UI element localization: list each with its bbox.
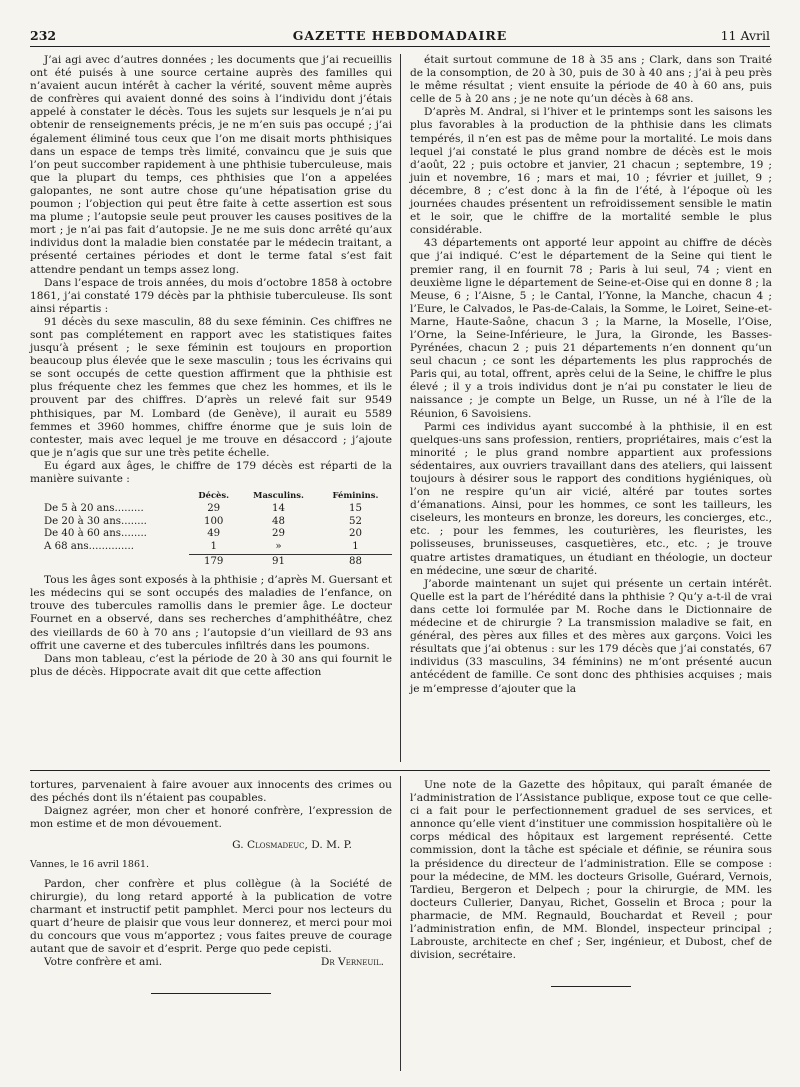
- journal-title: GAZETTE HEBDOMADAIRE: [292, 28, 508, 43]
- column-header: Féminins.: [332, 490, 379, 501]
- paragraph: Daignez agréer, mon cher et honoré confrère, l’expression de mon estime et de mon dévouement.: [30, 805, 392, 831]
- paragraph: 91 décès du sexe masculin, 88 du sexe féminin. Ces chiffres ne sont pas complétement en rapport avec les statistiques faites jusqu’à présent ; le sexe féminin est toujours en proportion beaucoup plus élevée que le sexe masculin ; tous les écrivains qui se sont occupés de cette question affirment que la phthisie est plus fréquente chez les femmes que chez les hommes, et ils le prouvent par des chiffres. D’après un relevé fait sur 9549 phthisiques, par M. Lombard (de Genève), il aurait eu 5589 femmes et 3960 hommes, chiffre énorme que je suis loin de contester, mais avec lequel je me trouve en désaccord ; j’ajoute que je n’agis que sur une très petite échelle.: [30, 315, 392, 459]
- age-statistics-table: [30, 489, 392, 568]
- section-separator: [30, 770, 770, 771]
- table-row: [30, 516, 392, 529]
- total-deces: 179: [189, 554, 238, 568]
- dateline: Vannes, le 16 avril 1861.: [30, 859, 150, 871]
- table-row: [30, 541, 392, 554]
- cell-masculins: 48: [272, 515, 285, 527]
- table-row: [30, 503, 392, 516]
- closing-line: Votre confrère et ami.: [44, 956, 163, 969]
- paragraph: Dans l’espace de trois années, du mois d’octobre 1858 à octobre 1861, j’ai constaté 179 décès par la phthisie tuberculeuse. Ils sont ainsi répartis :: [30, 276, 392, 315]
- cell-deces: 100: [203, 515, 224, 527]
- paragraph: Tous les âges sont exposés à la phthisie ; d’après M. Guersant et les médecins qui se sont occupés des maladies de l’enfance, on trouve des tubercules ramollis dans le premier âge. Le docteur Fournet en a observé, dans ses recherches d’amphithéâtre, chez des vieillards de 60 à 70 ans ; l’autopsie d’un vieillard de 93 ans offrit une caverne et des tubercules infiltrés dans les poumons.: [30, 574, 392, 652]
- cell-masculins: 14: [272, 503, 285, 515]
- end-rule: [551, 986, 631, 987]
- paragraph: Dans mon tableau, c’est la période de 20 à 30 ans qui fournit le plus de décès. Hippocrate avait dit que cette affection: [30, 652, 392, 678]
- table-row: [30, 528, 392, 541]
- news-column: [410, 779, 772, 987]
- issue-date: 11 Avril: [720, 28, 770, 43]
- table-total-row: [30, 554, 392, 568]
- cell-deces: 49: [207, 528, 221, 540]
- paragraph: J’ai agi avec d’autres données ; les documents que j’ai recueillis ont été puisés à une source certaine auprès des familles qui n’avaient aucun intérêt à cacher la vérité, souvent même auprès de confrères qui avaient donné des soins à l’individu dont j’étais appelé à constater le décès. Tous les sujets sur lesquels je n’ai pu obtenir de renseignements précis, je ne m’en suis pas occupé ; j’ai également éliminé tous ceux que l’on me disait morts phthisiques dans un espace de temps très limité, convaincu que je suis que l’on peut succomber rapidement à une phthisie tuberculeuse, mais que la plupart du temps, ces phthisies que l’on a appelées galopantes, ne sont autre chose qu’une hépatisation grise du poumon ; l’objection qui peut être faite à cette assertion est sous ma plume ; l’autopsie seule peut prouver les causes positives de la mort ; je n’ai pas fait d’autopsie. Je ne me suis donc arrêté qu’aux individus dont la maladie bien constatée par le médecin traitant, a présenté certaines périodes et dont le terme fatal s’est fait attendre pendant un temps assez long.: [30, 54, 392, 276]
- cell-feminins: 52: [348, 515, 362, 527]
- signature-verneuil: Dr Verneuil.: [320, 956, 384, 969]
- letter-column: [30, 779, 392, 994]
- column-divider: [400, 54, 401, 762]
- paragraph: Eu égard aux âges, le chiffre de 179 décès est réparti de la manière suivante :: [30, 459, 392, 485]
- paragraph: était surtout commune de 18 à 35 ans ; Clark, dans son Traité de la consomption, de 20 à 30, puis de 30 à 40 ans ; j’ai à peu près le même résultat ; vient ensuite la période de 40 à 60 ans, puis celle de 5 à 20 ans ; je ne note qu’un décès à 68 ans.: [410, 54, 772, 106]
- cell-deces: 1: [210, 540, 217, 552]
- end-rule: [151, 993, 271, 994]
- total-feminins: 88: [319, 554, 392, 568]
- article-column-left: [30, 54, 392, 679]
- cell-feminins: 1: [352, 540, 359, 552]
- paragraph: Parmi ces individus ayant succombé à la phthisie, il en est quelques-uns sans profession, rentiers, propriétaires, mais c’est la minorité ; le plus grand nombre appartient aux professions sédentaires, aux ouvriers travaillant dans des ateliers, qui laissent toujours à désirer sous le rapport des conditions hygiéniques, où l’on ne respire qu’un air vicié, altéré par toutes sortes d’émanations. Ainsi, pour les hommes, ce sont les tailleurs, les ciseleurs, les monteurs en bronze, les doreurs, les concierges, etc., etc. ; pour les femmes, les couturières, les fleuristes, les polisseuses, brunisseuses, casquetières, etc., etc. ; je trouve quatre artistes dramatiques, un étudiant en théologie, un docteur en médecine, une sœur de charité.: [410, 420, 772, 577]
- row-label: De 40 à 60 ans........: [44, 528, 147, 540]
- cell-feminins: 15: [348, 503, 362, 515]
- page-header: [30, 26, 770, 47]
- paragraph: 43 départements ont apporté leur appoint au chiffre de décès que j’ai indiqué. C’est le département de la Seine qui tient le premier rang, il en fournit 78 ; Paris à lui seul, 74 ; vient en deuxième ligne le département de Seine-et-Oise qui en donne 8 ; la Meuse, 6 ; l’Aisne, 5 ; le Cantal, l’Yonne, la Manche, chacun 4 ; l’Eure, le Calvados, le Pas-de-Calais, la Somme, le Loiret, Seine-et-Marne, Haute-Saône, chacun 3 ; la Marne, la Moselle, l’Oise, l’Orne, la Seine-Inférieure, le Jura, la Gironde, les Basses-Pyrénées, chacun 2 ; puis 21 départements n’en donnent qu’un seul chacun ; ce sont les départements les plus rapprochés de Paris qui, au total, offrent, après celui de la Seine, le chiffre le plus élevé ; il y a trois individus dont je n’ai pu constater le lieu de naissance ; je compte un Belge, un Russe, un né à l’île de la Réunion, 6 Savoisiens.: [410, 237, 772, 420]
- row-label: A 68 ans..............: [44, 541, 134, 553]
- total-masculins: 91: [238, 554, 319, 568]
- row-label: De 20 à 30 ans........: [44, 515, 147, 527]
- paragraph: D’après M. Andral, si l’hiver et le printemps sont les saisons les plus favorables à la production de la phthisie dans les climats tempérés, il n’en est pas de même pour la mortalité. Le mois dans lequel j’ai constaté le plus grand nombre de décès est le mois d’août, 22 ; puis octobre et janvier, 21 chacun ; septembre, 19 ; juin et novembre, 16 ; mars et mai, 10 ; février et juillet, 9 ; décembre, 8 ; c’est donc à la fin de l’été, à l’époque où les journées chaudes présentent un refroidissement sensible le matin et le soir, que le chiffre de la mortalité semble le plus considérable.: [410, 106, 772, 237]
- paragraph: tortures, parvenaient à faire avouer aux innocents des crimes ou des péchés dont ils n’étaient pas coupables.: [30, 779, 392, 805]
- cell-masculins: »: [275, 540, 282, 552]
- column-divider: [400, 776, 401, 1071]
- paragraph: J’aborde maintenant un sujet qui présente un certain intérêt. Quelle est la part de l’hérédité dans la phthisie ? Qu’y a-t-il de vrai dans cette loi formulée par M. Roche dans le Dictionnaire de médecine et de chirurgie ? La transmission maladive se fait, en général, des pères aux filles et des mères aux garçons. Voici les résultats que j’ai obtenus : sur les 179 décès que j’ai constatés, 67 individus (33 masculins, 34 féminins) ne m’ont présenté aucun antécédent de famille. Ce sont donc des phthisies acquises ; mais je m’empresse d’ajouter que la: [410, 577, 772, 695]
- signature-closmadeuc: G. Closmadeuc, D. M. P.: [232, 839, 352, 852]
- paragraph: Une note de la Gazette des hôpitaux, qui paraît émanée de l’administration de l’Assistance publique, expose tout ce que celle-ci a fait pour le perfectionnement graduel de ses services, et annonce qu’elle vient d’instituer une commission hospitalière où le corps médical des hôpitaux est largement représenté. Cette commission, dont la tâche est spéciale et définie, se réunira sous la présidence du directeur de l’administration. Elle se compose : pour la médecine, de MM. les docteurs Grisolle, Guérard, Vernois, Tardieu, Bergeron et Delpech ; pour la chirurgie, de MM. les docteurs Cullerier, Danyau, Richet, Gosselin et Broca ; pour la pharmacie, de MM. Regnauld, Bouchardat et Reveil ; pour l’administration enfin, de MM. Blondel, inspecteur principal ; Labrouste, architecte en chef ; Ser, ingénieur, et Dubost, chef de division, secrétaire.: [410, 779, 772, 962]
- cell-feminins: 20: [348, 528, 362, 540]
- paragraph: Pardon, cher confrère et plus collègue (à la Société de chirurgie), du long retard apporté à la publication de votre charmant et instructif petit pamphlet. Merci pour nos lecteurs du quart d’heure de plaisir que vous leur donnerez, et merci pour moi du concours que vous m’apportez ; vous faites preuve de courage autant que de savoir et d’esprit. Perge quo pede cepisti.: [30, 877, 392, 956]
- page-number: 232: [30, 28, 57, 43]
- cell-masculins: 29: [272, 528, 285, 540]
- row-label: De 5 à 20 ans.........: [44, 503, 144, 515]
- table-header-row: [30, 489, 392, 503]
- article-column-right: [410, 54, 772, 696]
- column-header: Décès.: [198, 490, 230, 501]
- column-header: Masculins.: [253, 490, 304, 501]
- cell-deces: 29: [207, 503, 221, 515]
